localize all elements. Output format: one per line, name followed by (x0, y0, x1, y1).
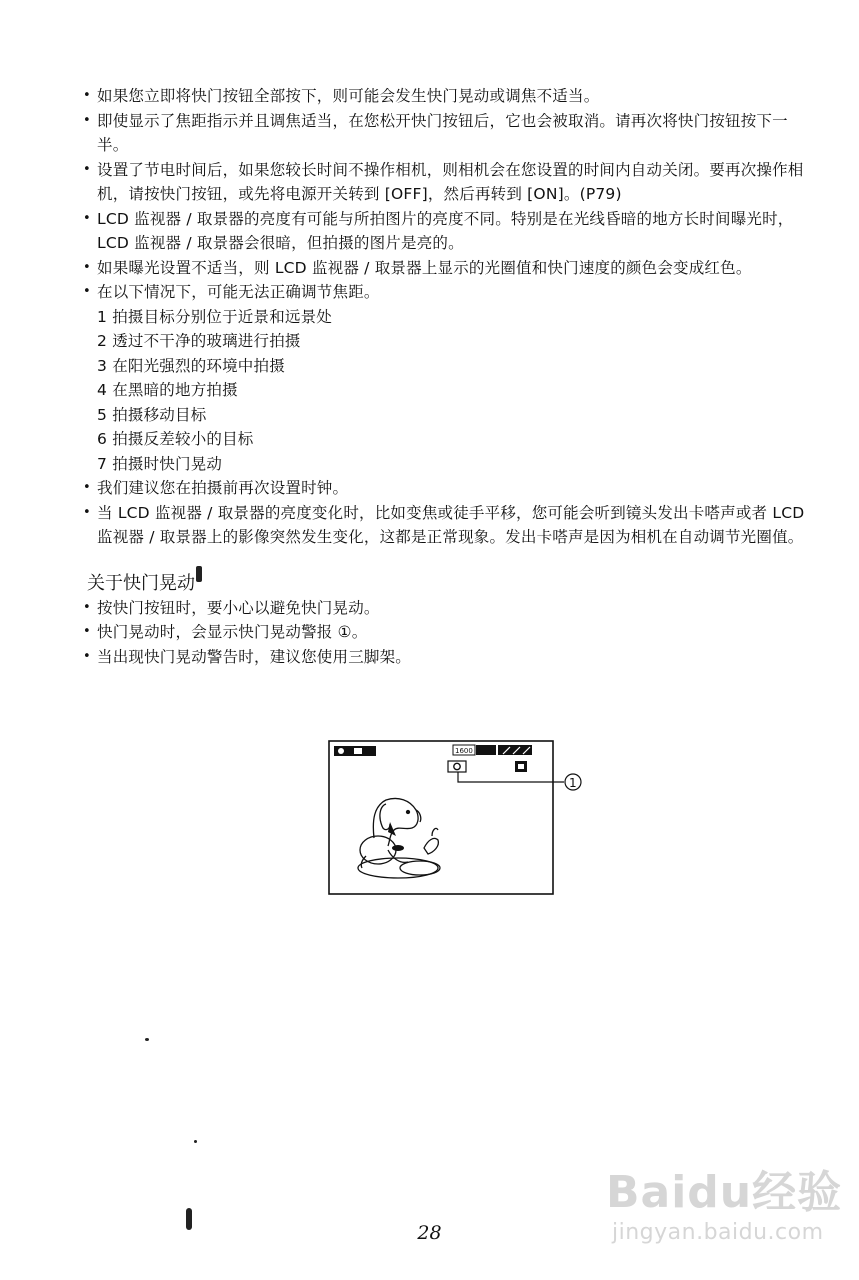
bullet-text: 当 LCD 监视器 / 取景器的亮度变化时，比如变焦或徒手平移，您可能会听到镜头发出卡嗒声或者 LCD 监视器 / 取景器上的影像突然发生变化，这都是正常现象。发出卡嗒声是因为相机在自动调节光圈值。 (97, 503, 805, 546)
numbered-item: 1 拍摄目标分别位于近景和远景处 (97, 307, 332, 326)
bullet-dot: • (83, 504, 91, 520)
numbered-item: 2 透过不干净的玻璃进行拍摄 (97, 332, 301, 350)
bullet-dot: • (83, 210, 91, 226)
bullet-dot: • (83, 648, 91, 664)
bullet-item (83, 596, 818, 621)
bullet-item (83, 280, 818, 305)
scan-speck (145, 1038, 149, 1041)
numbered-item: 7 拍摄时快门晃动 (97, 454, 223, 473)
numbered-item: 6 拍摄反差较小的目标 (97, 430, 254, 448)
iso-value: 1600 (455, 747, 473, 755)
bullet-dot: • (83, 161, 91, 177)
quality-icon (476, 745, 496, 755)
bullet-dot: • (83, 88, 91, 103)
bullet-item (83, 256, 818, 281)
bullet-text: 如果您立即将快门按钮全部按下，则可能会发生快门晃动或调焦不适当。 (97, 87, 600, 105)
bullet-item (83, 207, 818, 256)
bullet-text: 快门晃动时，会显示快门晃动警报 ①。 (97, 623, 368, 641)
bullet-text: 在以下情况下，可能无法正确调节焦距。 (97, 283, 380, 301)
bullet-text: LCD 监视器 / 取景器的亮度有可能与所拍图片的亮度不同。特别是在光线昏暗的地方长时间曝光时，LCD 监视器 / 取景器会很暗，但拍摄的图片是亮的。 (97, 209, 794, 252)
bullet-dot: • (83, 599, 91, 615)
bullet-dot: • (83, 624, 91, 639)
watermark-url: jingyan.baidu.com (612, 1220, 824, 1245)
bullet-dot: • (83, 480, 91, 495)
scan-speck (196, 566, 202, 582)
bullet-item (83, 84, 818, 109)
bullet-item (83, 645, 818, 670)
camera-mode-icon (338, 748, 344, 754)
numbered-item: 4 在黑暗的地方拍摄 (97, 381, 238, 399)
bullet-text: 我们建议您在拍摄前再次设置时钟。 (97, 479, 349, 497)
page-number: 28 (417, 1222, 442, 1244)
bullet-dot: • (83, 112, 91, 128)
bullet-item (83, 620, 818, 645)
bullet-text: 即使显示了焦距指示并且调焦适当，在您松开快门按钮后，它也会被取消。请再次将快门按钮按下一半。 (97, 111, 788, 154)
bullet-dot: • (83, 259, 91, 275)
camera-screen-figure (328, 740, 588, 896)
numbered-item: 5 拍摄移动目标 (97, 405, 207, 424)
section-title: 关于快门晃动 (87, 572, 195, 594)
bullet-text: 设置了节电时间后，如果您较长时间不操作相机，则相机会在您设置的时间内自动关闭。要再次操作相机，请按快门按钮，或先将电源开关转到 [OFF]，然后再转到 [ON]。(P79) (97, 160, 804, 203)
baidu-watermark (600, 1148, 850, 1278)
bullet-text: 如果曝光设置不适当，则 LCD 监视器 / 取景器上显示的光圈值和快门速度的颜色会变成红色。 (97, 258, 752, 277)
bullet-text: 当出现快门晃动警告时，建议您使用三脚架。 (97, 647, 412, 666)
scan-speck (194, 1140, 197, 1143)
body-text (83, 84, 818, 669)
numbered-item: 3 在阳光强烈的环境中拍摄 (97, 356, 285, 375)
watermark-logo: Baidu经验 (606, 1167, 843, 1218)
bullet-item (83, 476, 818, 501)
bullet-text: 按快门按钮时，要小心以避免快门晃动。 (97, 598, 380, 617)
bullet-item (83, 158, 818, 207)
callout-label: 1 (569, 776, 577, 790)
bullet-item (83, 109, 818, 158)
bullet-item (83, 501, 818, 550)
bullet-dot: • (83, 284, 91, 299)
